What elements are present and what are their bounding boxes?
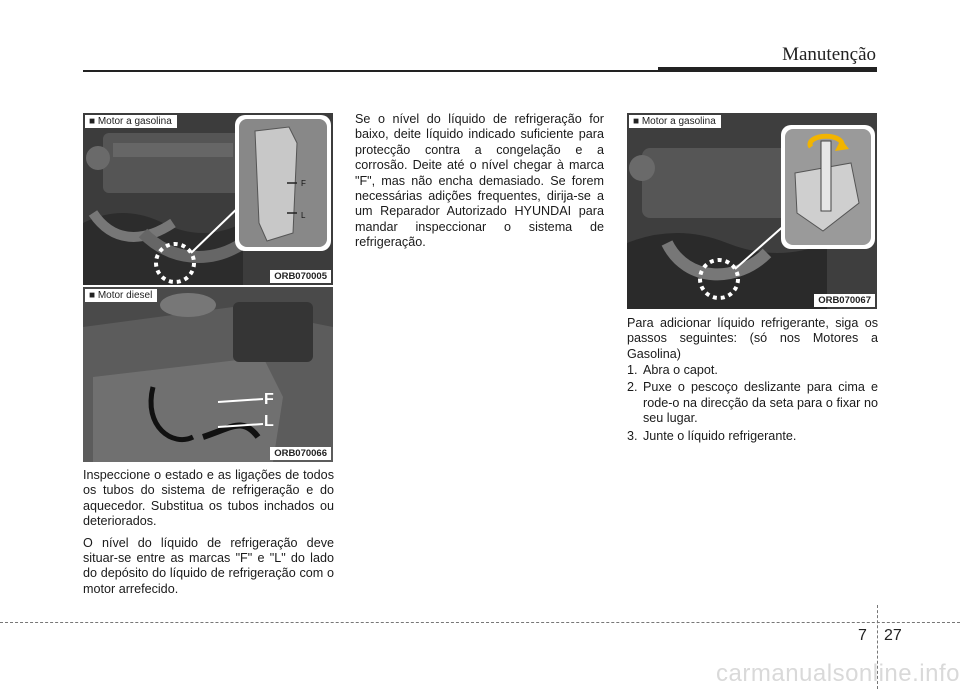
page-number: 27 [884, 627, 902, 644]
figure-diesel-engine-reservoir [83, 287, 333, 462]
paragraph-add-coolant-intro: Para adicionar líquido refrigerante, siga os passos seguintes: (só nos Motores a Gasolina) [627, 316, 878, 361]
callout-f-mark: F [301, 179, 306, 188]
watermark: carmanualsonline.info [716, 660, 960, 687]
figure-petrol-engine-reservoir [83, 113, 333, 285]
figure-code: ORB070067 [814, 294, 875, 307]
step-text: Junte o líquido refrigerante. [643, 428, 797, 443]
diesel-reservoir-illustration [83, 287, 333, 462]
figure-code: ORB070005 [270, 270, 331, 283]
steps-list [627, 363, 878, 446]
paragraph-low-coolant: Se o nível do líquido de refrigeração for baixo, deite líquido indicado suficiente para protecção contra a congelação e a corrosão. Deite até o nível chegar à marca "F", mas não encha demasiado. Se forem necessárias adições frequentes, dirija-se a um Reparador Autorizado HYUNDAI para mandar inspeccionar o sistema de refrigeração. [355, 112, 604, 250]
page-header-title: Manutenção [782, 44, 876, 65]
filler-neck-illustration [627, 113, 877, 309]
callout-l-mark: L [301, 211, 306, 220]
list-item [627, 363, 878, 378]
figure-label: ■ Motor a gasolina [629, 115, 721, 128]
step-number: 1. [627, 363, 638, 377]
figure-label: ■ Motor diesel [85, 289, 157, 302]
paragraph-coolant-level: O nível do líquido de refrigeração deve situar-se entre as marcas "F" e "L" do lado do depósito do líquido de refrigeração com o motor arrefecido. [83, 535, 334, 596]
column-1-text [83, 468, 334, 603]
list-item [627, 429, 878, 444]
engine-illustration [83, 113, 333, 285]
step-text: Abra o capot. [643, 363, 718, 377]
chapter-number: 7 [858, 627, 867, 644]
figure-label: ■ Motor a gasolina [85, 115, 177, 128]
column-3-intro [627, 316, 878, 368]
step-number: 3. [627, 428, 638, 443]
step-text: Puxe o pescoço deslizante para cima e rode-o na direcção da seta para o fixar no seu lugar. [643, 380, 878, 426]
paragraph-hose-inspection: Inspeccione o estado e as ligações de todos os tubos do sistema de refrigeração e do aquecedor. Substitua os tubos inchados ou deteriorados. [83, 468, 334, 529]
callout-f-mark: F [264, 391, 274, 408]
list-item [627, 380, 878, 426]
callout-l-mark: L [264, 413, 274, 430]
column-2-text [355, 112, 604, 257]
step-number: 2. [627, 380, 638, 395]
header-rule [83, 70, 658, 72]
header-rule-accent [658, 67, 877, 72]
figure-code: ORB070066 [270, 447, 331, 460]
footer-rule [0, 622, 960, 623]
figure-petrol-engine-filler-neck [627, 113, 877, 309]
